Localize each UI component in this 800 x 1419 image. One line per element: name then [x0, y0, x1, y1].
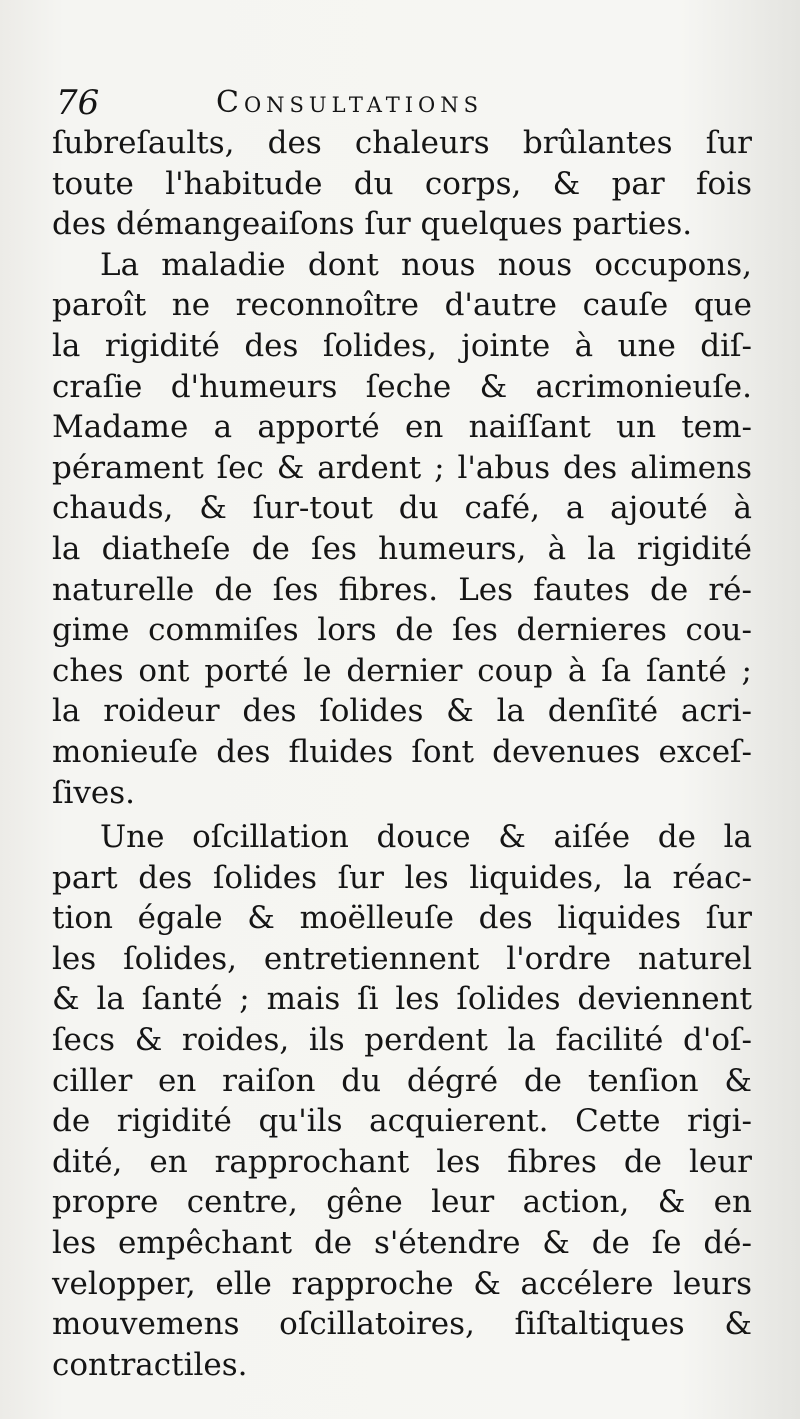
text-line: La maladie dont nous nous occupons,: [100, 246, 752, 283]
paragraph-3: [52, 817, 752, 1385]
text-line: tion égale & moëlleuſe des liquides ſur: [52, 900, 752, 937]
text-line: ches ont porté le dernier coup à ſa ſanté ;: [52, 652, 752, 689]
text-line: part des ſolides ſur les liquides, la réac-: [52, 859, 752, 896]
text-line: les empêchant de s'étendre & de ſe dé-: [52, 1225, 752, 1262]
text-line: ſecs & roides, ils perdent la facilité d'oſ-: [52, 1022, 752, 1059]
text-line: paroît ne reconnoître d'autre cauſe que: [52, 287, 752, 324]
text-line: pérament ſec & ardent ; l'abus des alimens: [52, 449, 752, 486]
text-line: ciller en raiſon du dégré de tenſion &: [52, 1062, 752, 1099]
text-line: la roideur des ſolides & la denſité acri-: [52, 693, 752, 730]
page-header: [56, 78, 756, 128]
text-line: Madame a apporté en naiſſant un tem-: [52, 409, 752, 446]
text-line: les ſolides, entretiennent l'ordre naturel: [52, 940, 752, 977]
text-line: craſie d'humeurs ſeche & acrimonieuſe.: [52, 368, 752, 405]
text-line: contractiles.: [52, 1346, 248, 1383]
text-line: & la ſanté ; mais ſi les ſolides deviennent: [52, 981, 752, 1018]
text-line: naturelle de ſes fibres. Les fautes de ré-: [52, 571, 752, 608]
text-line: des démangeaiſons ſur quelques parties.: [52, 206, 693, 243]
text-line: de rigidité qu'ils acquierent. Cette rigi-: [52, 1103, 752, 1140]
paragraph-2: [52, 245, 752, 813]
text-line: gime commiſes lors de ſes dernieres cou-: [52, 612, 752, 649]
text-line: ſubreſaults, des chaleurs brûlantes ſur: [52, 125, 752, 161]
running-title: Consultations: [216, 85, 484, 120]
text-line: monieuſe des fluides ſont devenues exceſ-: [52, 733, 752, 770]
text-line: toute l'habitude du corps, & par fois: [52, 165, 752, 202]
text-line: la diatheſe de ſes humeurs, à la rigidité: [52, 530, 752, 567]
text-line: ſives.: [52, 774, 136, 811]
text-line: propre centre, gêne leur action, & en: [52, 1184, 752, 1221]
text-line: dité, en rapprochant les fibres de leur: [52, 1143, 752, 1180]
page-number: 76: [56, 83, 100, 123]
body-text: [52, 123, 752, 1385]
text-line: velopper, elle rapproche & accélere leurs: [52, 1265, 752, 1302]
text-line: la rigidité des ſolides, jointe à une diſ-: [52, 327, 752, 364]
paragraph-1: [52, 123, 752, 245]
text-line: Une oſcillation douce & aiſée de la: [100, 819, 752, 856]
text-line: chauds, & ſur-tout du café, a ajouté à: [52, 490, 752, 527]
text-line: mouvemens oſcillatoires, ſiſtaltiques &: [52, 1306, 752, 1343]
